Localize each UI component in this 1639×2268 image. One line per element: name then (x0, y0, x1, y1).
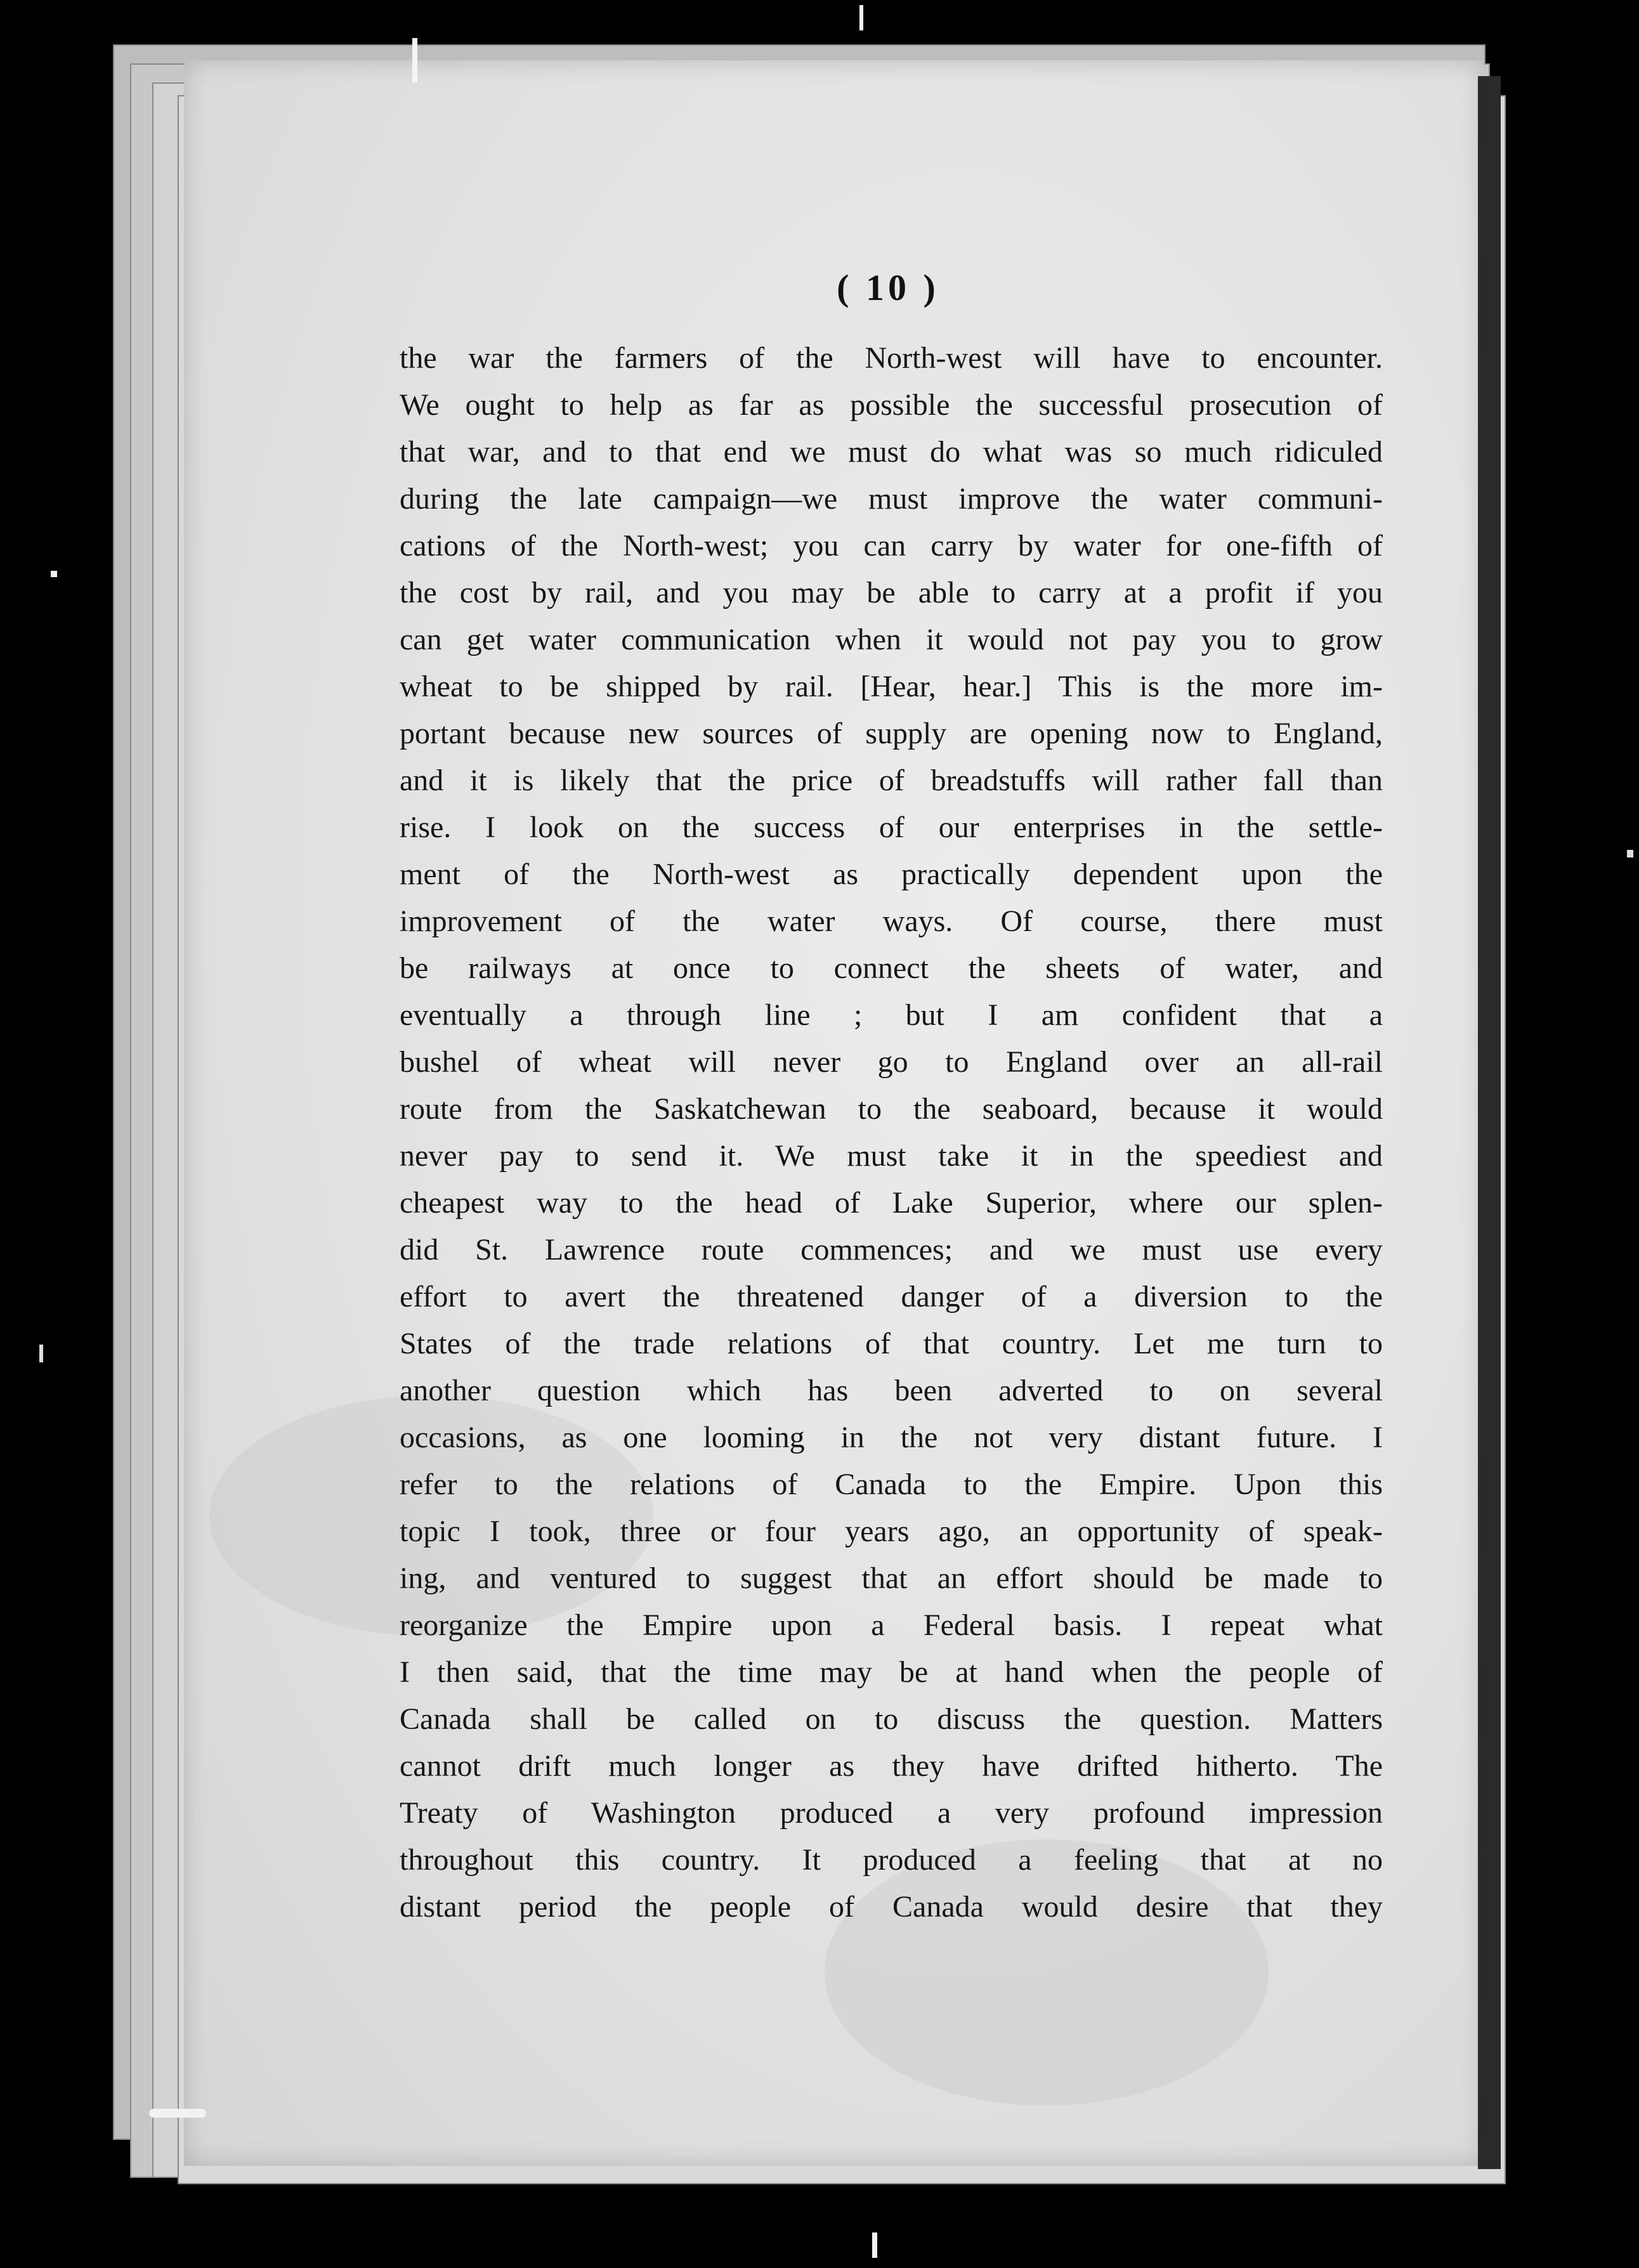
text-line: the cost by rail, and you may be able to carry at a profit if you (400, 576, 1383, 609)
text-line: the war the farmers of the North-west will have to encounter. (400, 341, 1383, 375)
text-line: throughout this country. It produced a feeling that at no (400, 1843, 1383, 1877)
text-line: effort to avert the threatened danger of a diversion to the (400, 1280, 1383, 1313)
text-line: another question which has been adverted to on several (400, 1374, 1383, 1407)
scan-mark (1627, 850, 1633, 857)
text-line: Canada shall be called on to discuss the question. Matters (400, 1702, 1383, 1736)
text-line: wheat to be shipped by rail. [Hear, hear.] This is the more im- (400, 670, 1383, 703)
scan-mark (39, 1345, 43, 1362)
text-line: cheapest way to the head of Lake Superior, where our splen- (400, 1186, 1383, 1220)
text-line: never pay to send it. We must take it in the speediest and (400, 1139, 1383, 1173)
text-line: can get water communication when it would not pay you to grow (400, 623, 1383, 656)
text-line: ing, and ventured to suggest that an effort should be made to (400, 1561, 1383, 1595)
scan-mark (412, 38, 417, 82)
body-text (400, 335, 1383, 1931)
text-line: portant because new sources of supply are opening now to England, (400, 717, 1383, 750)
text-line: and it is likely that the price of breadstuffs will rather fall than (400, 764, 1383, 797)
page-number: ( 10 ) (837, 267, 939, 308)
text-line: Treaty of Washington produced a very profound impression (400, 1796, 1383, 1830)
text-line: cannot drift much longer as they have drifted hitherto. The (400, 1749, 1383, 1783)
text-line: bushel of wheat will never go to England over an all-rail (400, 1045, 1383, 1079)
text-line: distant period the people of Canada would desire that they (400, 1890, 1383, 1924)
scan-mark (872, 2232, 877, 2258)
text-line: improvement of the water ways. Of course, there must (400, 904, 1383, 938)
text-line: topic I took, three or four years ago, an opportunity of speak- (400, 1515, 1383, 1548)
text-line: during the late campaign—we must improve the water communi- (400, 482, 1383, 516)
text-line: States of the trade relations of that country. Let me turn to (400, 1327, 1383, 1360)
text-line: I then said, that the time may be at hand when the people of (400, 1655, 1383, 1689)
text-line: cations of the North-west; you can carry by water for one-fifth of (400, 529, 1383, 563)
text-line: ment of the North-west as practically dependent upon the (400, 857, 1383, 891)
text-line: rise. I look on the success of our enterprises in the settle- (400, 811, 1383, 844)
text-line: did St. Lawrence route commences; and we must use every (400, 1233, 1383, 1267)
text-line: We ought to help as far as possible the successful prosecution of (400, 388, 1383, 422)
text-line: be railways at once to connect the sheets of water, and (400, 951, 1383, 985)
text-line: reorganize the Empire upon a Federal basis. I repeat what (400, 1608, 1383, 1642)
scan-mark (859, 5, 863, 30)
scan-mark (149, 2109, 206, 2118)
text-line: that war, and to that end we must do what was so much ridiculed (400, 435, 1383, 469)
text-line: eventually a through line ; but I am confident that a (400, 998, 1383, 1032)
scan-mark (51, 571, 57, 577)
text-line: route from the Saskatchewan to the seaboard, because it would (400, 1092, 1383, 1126)
book-binding (1478, 76, 1501, 2169)
text-line: refer to the relations of Canada to the Empire. Upon this (400, 1468, 1383, 1501)
text-line: occasions, as one looming in the not very distant future. I (400, 1421, 1383, 1454)
